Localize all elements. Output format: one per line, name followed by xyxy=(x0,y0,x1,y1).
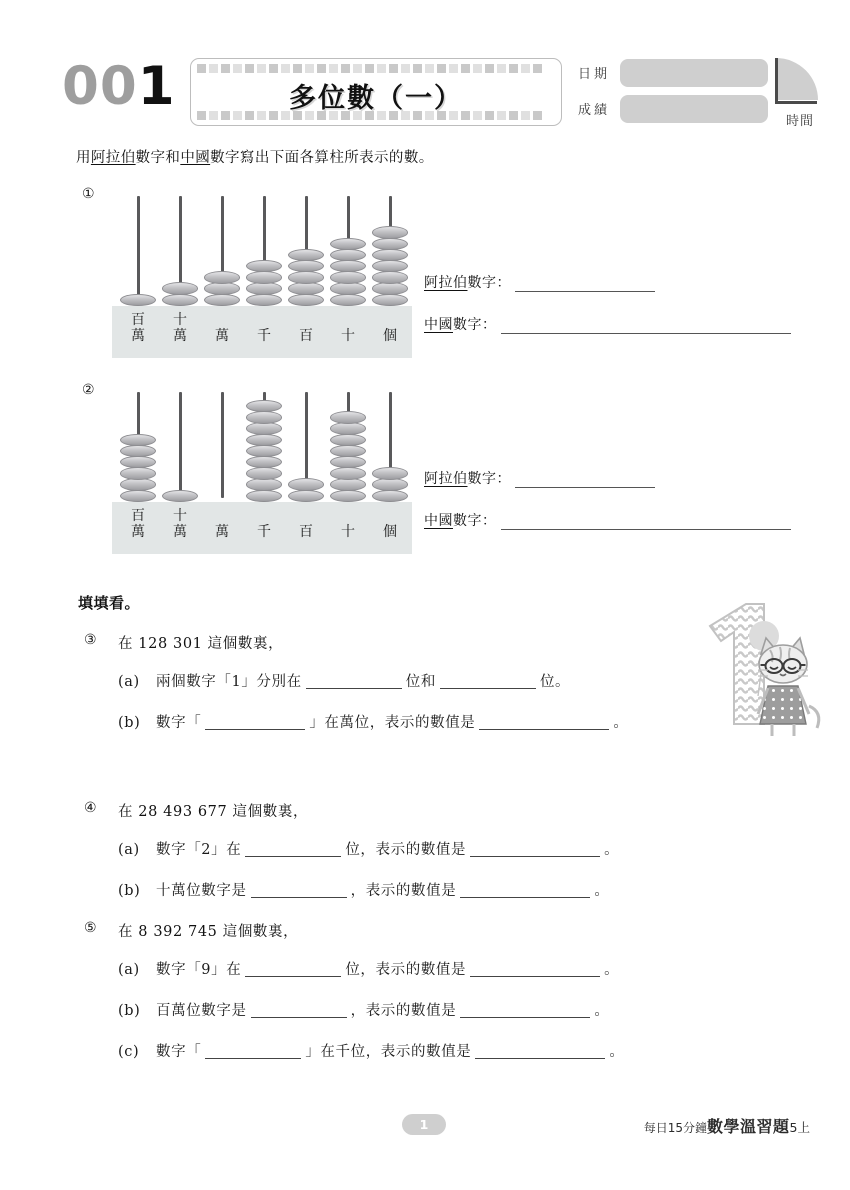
abacus-place-label: 百 萬 xyxy=(131,508,145,540)
fill-part-text: 。 xyxy=(604,842,620,858)
abacus-bead xyxy=(330,411,366,424)
footer-brand xyxy=(644,1114,810,1137)
abacus-place-label: 千 xyxy=(257,328,271,344)
abacus-place-label: 十 xyxy=(341,524,355,540)
mascot-illustration xyxy=(688,596,828,746)
date-row xyxy=(578,58,768,87)
abacus-place-label: 百 萬 xyxy=(131,312,145,344)
abacus-bead xyxy=(288,249,324,262)
fill-question-number: ⑤ xyxy=(84,920,97,936)
fill-part-text: 位和 xyxy=(405,674,436,690)
fill-blank[interactable] xyxy=(205,715,305,730)
fill-part-text: 。 xyxy=(604,962,620,978)
fill-blank[interactable] xyxy=(245,842,341,857)
abacus-bead xyxy=(330,445,366,458)
answer-label-chinese-2: 中國數字： xyxy=(424,513,497,529)
date-label: 日期 xyxy=(578,67,611,82)
abacus-bead xyxy=(288,260,324,273)
abacus-bead xyxy=(120,490,156,503)
fill-part-text: ，表示的數值是 xyxy=(350,1003,457,1019)
abacus-bead xyxy=(330,478,366,491)
fill-part-text: 位。 xyxy=(539,674,571,690)
timer-widget xyxy=(772,58,830,138)
abacus-place-label: 百 xyxy=(299,328,313,344)
fill-part-text: 數字「 xyxy=(156,715,202,731)
timer-label: 時間 xyxy=(785,114,814,129)
abacus-bead xyxy=(288,294,324,307)
abacus-bead xyxy=(162,282,198,295)
abacus-bead xyxy=(246,456,282,469)
answer-block-1 xyxy=(424,272,791,356)
fill-question-stem: 在 8 392 745 這個數裏， xyxy=(118,924,299,940)
answer-row-chinese-2 xyxy=(424,510,791,530)
fill-blank[interactable] xyxy=(479,715,609,730)
abacus-bead xyxy=(246,282,282,295)
abacus-bead xyxy=(246,434,282,447)
fill-question-stem: 在 128 301 這個數裏， xyxy=(118,636,284,652)
abacus-column xyxy=(286,196,326,306)
abacus-column xyxy=(244,196,284,306)
fill-part-text: 數字「9」在 xyxy=(156,962,242,978)
abacus-column xyxy=(328,392,368,502)
fill-blank[interactable] xyxy=(470,842,600,857)
abacus-column xyxy=(160,196,200,306)
fill-part-text: 位，表示的數值是 xyxy=(345,962,467,978)
fill-part-text: 兩個數字「1」分別在 xyxy=(156,674,302,690)
fill-question-number: ③ xyxy=(84,632,97,648)
fill-blank[interactable] xyxy=(205,1044,301,1059)
abacus-bead xyxy=(288,282,324,295)
answer-block-2 xyxy=(424,468,791,552)
abacus-bead xyxy=(204,282,240,295)
fill-part-tag: (a) xyxy=(118,962,140,978)
abacus-bead xyxy=(246,467,282,480)
abacus-bead xyxy=(246,478,282,491)
timer-icon xyxy=(772,58,818,108)
abacus-bead xyxy=(330,422,366,435)
fill-question-part xyxy=(118,958,619,979)
abacus-bead xyxy=(330,294,366,307)
abacus-bead xyxy=(330,249,366,262)
fill-part-text: 數字「2」在 xyxy=(156,842,242,858)
fill-part-tag: (b) xyxy=(118,883,141,899)
abacus-diagram-2 xyxy=(112,392,412,554)
score-row xyxy=(578,94,768,123)
abacus-bead xyxy=(372,294,408,307)
abacus-rod xyxy=(221,392,224,498)
abacus-bead xyxy=(120,467,156,480)
fill-blank[interactable] xyxy=(251,1003,347,1018)
abacus-column xyxy=(328,196,368,306)
abacus-column xyxy=(202,392,242,502)
abacus-bead xyxy=(330,282,366,295)
abacus-bead xyxy=(372,282,408,295)
abacus-bead xyxy=(288,271,324,284)
fill-blank[interactable] xyxy=(440,674,536,689)
abacus-column xyxy=(160,392,200,502)
answer-label-arabic-1: 阿拉伯數字： xyxy=(424,275,511,291)
fill-part-text: 。 xyxy=(594,1003,610,1019)
abacus-bead xyxy=(120,478,156,491)
cat-mascot-icon xyxy=(688,596,828,746)
abacus-bead xyxy=(246,271,282,284)
answer-line-chinese-2[interactable] xyxy=(501,516,791,530)
abacus-place-label: 萬 xyxy=(215,328,229,344)
abacus-bead xyxy=(120,434,156,447)
abacus-bead xyxy=(246,490,282,503)
answer-line-chinese-1[interactable] xyxy=(501,320,791,334)
fill-blank[interactable] xyxy=(306,674,402,689)
abacus-base xyxy=(112,306,412,358)
instruction-text xyxy=(76,146,776,167)
answer-line-arabic-2[interactable] xyxy=(515,474,655,488)
question-number-1: ① xyxy=(82,186,95,202)
abacus-bead xyxy=(204,271,240,284)
fill-part-tag: (b) xyxy=(118,715,141,731)
fill-question-part xyxy=(118,1040,625,1061)
abacus-bead xyxy=(372,226,408,239)
answer-label-arabic-2: 阿拉伯數字： xyxy=(424,471,511,487)
fill-part-text: 。 xyxy=(613,715,629,731)
fill-part-text: ，表示的數值是 xyxy=(350,883,457,899)
fill-part-tag: (c) xyxy=(118,1044,140,1060)
fill-question-number: ④ xyxy=(84,800,97,816)
fill-part-text: 」在萬位，表示的數值是 xyxy=(309,715,476,731)
numeral-one-graphic xyxy=(710,604,764,724)
abacus-column xyxy=(370,196,410,306)
abacus-bead xyxy=(372,271,408,284)
worksheet-number-prefix: 00 xyxy=(62,56,138,117)
abacus-bead xyxy=(120,294,156,307)
abacus-column xyxy=(244,392,284,502)
abacus-bead xyxy=(372,478,408,491)
fill-question-part xyxy=(118,879,609,900)
abacus-bead xyxy=(288,490,324,503)
fill-blank[interactable] xyxy=(460,883,590,898)
footer-brand-level: 5上 xyxy=(789,1120,810,1135)
fill-part-text: 數字「 xyxy=(156,1044,202,1060)
abacus-place-label: 十 xyxy=(341,328,355,344)
film-perforations-top xyxy=(197,64,555,73)
abacus-place-label: 百 xyxy=(299,524,313,540)
abacus-bead xyxy=(330,271,366,284)
abacus-bead xyxy=(330,456,366,469)
abacus-bead xyxy=(204,294,240,307)
abacus-column xyxy=(286,392,326,502)
abacus-column xyxy=(118,392,158,502)
fill-blank[interactable] xyxy=(251,883,347,898)
fill-blank[interactable] xyxy=(470,962,600,977)
abacus-base xyxy=(112,502,412,554)
instruction-mid: 數字和 xyxy=(135,150,181,166)
page-title: 多位數（一） xyxy=(289,83,463,114)
cat-figure xyxy=(758,638,819,736)
fill-question-stem: 在 28 493 677 這個數裏， xyxy=(118,804,309,820)
fill-part-text: 百萬位數字是 xyxy=(156,1003,247,1019)
abacus-place-label: 十 萬 xyxy=(173,508,187,540)
abacus-bead xyxy=(120,456,156,469)
fill-blank[interactable] xyxy=(460,1003,590,1018)
abacus-bead xyxy=(246,260,282,273)
abacus-place-label: 個 xyxy=(383,328,397,344)
abacus-bead xyxy=(246,294,282,307)
instruction-prefix: 用 xyxy=(76,150,91,166)
instruction-suffix: 數字寫出下面各算柱所表示的數。 xyxy=(210,150,434,166)
fill-question-part xyxy=(118,838,619,859)
question-number-2: ② xyxy=(82,382,95,398)
answer-label-chinese-1: 中國數字： xyxy=(424,317,497,333)
score-label: 成績 xyxy=(578,103,611,118)
footer-brand-title: 數學溫習題 xyxy=(707,1117,790,1136)
fill-blank[interactable] xyxy=(245,962,341,977)
score-input-box[interactable] xyxy=(620,95,768,123)
abacus-bead xyxy=(330,434,366,447)
abacus-diagram-1 xyxy=(112,196,412,358)
answer-line-arabic-1[interactable] xyxy=(515,278,655,292)
fill-part-text: 。 xyxy=(594,883,610,899)
footer-brand-small: 每日15分鐘 xyxy=(643,1121,708,1135)
instruction-underline-1: 阿拉伯 xyxy=(90,150,136,166)
title-plate xyxy=(190,58,562,126)
fill-blank[interactable] xyxy=(475,1044,605,1059)
abacus-place-label: 十 萬 xyxy=(173,312,187,344)
fill-part-text: 十萬位數字是 xyxy=(156,883,247,899)
abacus-column xyxy=(370,392,410,502)
abacus-rod xyxy=(137,196,140,302)
page-header xyxy=(0,22,850,142)
abacus-column xyxy=(118,196,158,306)
worksheet-number-suffix: 1 xyxy=(137,56,176,117)
abacus-bead xyxy=(162,490,198,503)
abacus-bead xyxy=(330,490,366,503)
abacus-bead xyxy=(246,445,282,458)
abacus-bead xyxy=(120,445,156,458)
abacus-bead xyxy=(372,249,408,262)
abacus-bead xyxy=(372,490,408,503)
abacus-bead xyxy=(372,467,408,480)
abacus-bead xyxy=(288,478,324,491)
fill-part-text: 位，表示的數值是 xyxy=(345,842,467,858)
fill-part-tag: (a) xyxy=(118,674,140,690)
abacus-bead xyxy=(246,400,282,413)
fill-section-heading: 填填看。 xyxy=(78,594,141,612)
abacus-bead xyxy=(162,294,198,307)
abacus-bead xyxy=(330,260,366,273)
abacus-place-label: 萬 xyxy=(215,524,229,540)
date-input-box[interactable] xyxy=(620,59,768,87)
answer-row-arabic-1 xyxy=(424,272,791,292)
fill-question-part xyxy=(118,711,629,732)
fill-part-text: 。 xyxy=(609,1044,625,1060)
worksheet-number xyxy=(62,56,176,117)
abacus-bead xyxy=(330,238,366,251)
instruction-underline-2: 中國 xyxy=(180,150,211,166)
abacus-place-label: 個 xyxy=(383,524,397,540)
fill-part-text: 」在千位，表示的數值是 xyxy=(305,1044,472,1060)
abacus-place-label: 千 xyxy=(257,524,271,540)
page-number-badge: 1 xyxy=(402,1114,446,1135)
abacus-bead xyxy=(246,411,282,424)
abacus-bead xyxy=(330,467,366,480)
fill-question-part xyxy=(118,670,570,691)
answer-row-arabic-2 xyxy=(424,468,791,488)
fill-part-tag: (b) xyxy=(118,1003,141,1019)
meta-fields xyxy=(578,58,768,130)
fill-part-tag: (a) xyxy=(118,842,140,858)
abacus-column xyxy=(202,196,242,306)
answer-row-chinese-1 xyxy=(424,314,791,334)
abacus-bead xyxy=(372,238,408,251)
fill-question-part xyxy=(118,999,609,1020)
abacus-rod xyxy=(179,392,182,498)
abacus-bead xyxy=(372,260,408,273)
abacus-bead xyxy=(246,422,282,435)
